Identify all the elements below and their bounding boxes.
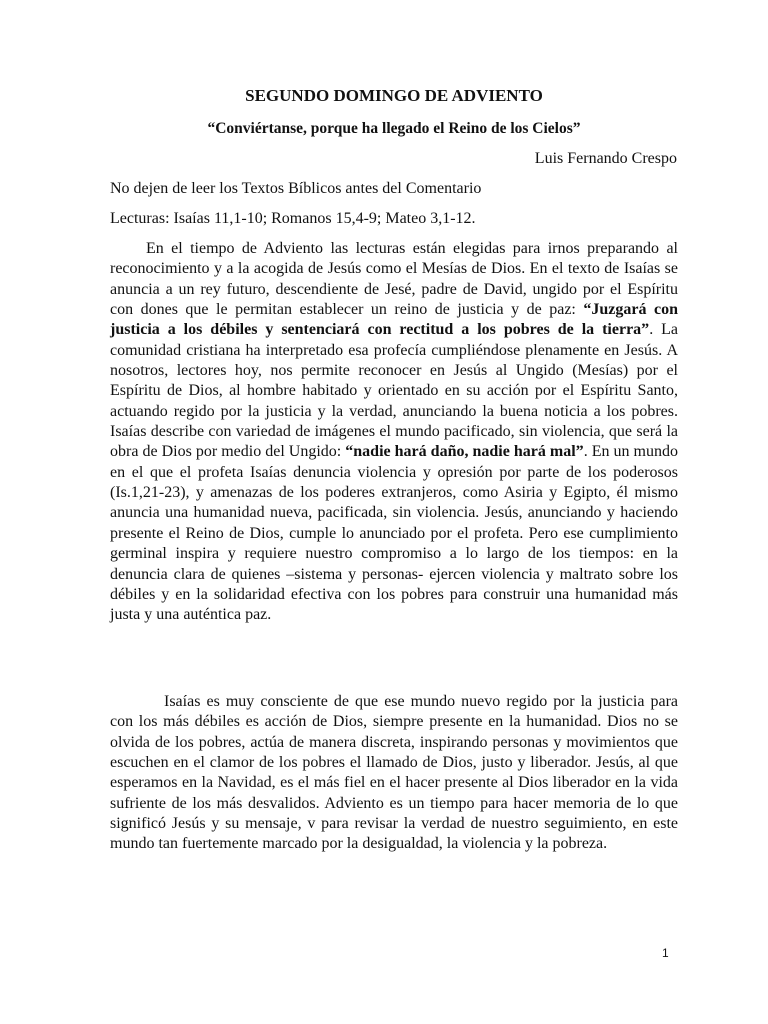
reading-note: No dejen de leer los Textos Bíblicos antes del Comentario: [110, 180, 482, 197]
readings-list: Lecturas: Isaías 11,1-10; Romanos 15,4-9; Mateo 3,1-12.: [110, 210, 476, 227]
isaiah-quote-justice: “Juzgará con justicia a los débiles y sentenciará con rectitud a los pobres de la tierra”: [110, 301, 678, 339]
paragraph-1-text-c: . En un mundo en el que el profeta Isaías denuncia violencia y opresión por parte de los poderosos (Is.1,21-23), y amenazas de los poderes extranjeros, como Asiria y Egipto, él mismo anuncia una humanidad nueva, pacificada, sin violencia. Jesús, anunciando y haciendo presente el Reino de Dios, cumple lo anunciado por el profeta. Pero ese cumplimiento germinal inspira y requiere nuestro compromiso a lo largo de los tiempos: en la denuncia clara de quienes –sistema y personas- ejercen violencia y maltrato sobre los débiles y en la solidaridad efectiva con los pobres para construir una humanidad más justa y una auténtica paz.: [110, 443, 678, 624]
paragraph-1-text-b: . La comunidad cristiana ha interpretado esa profecía cumpliéndose plenamente en Jesús. A nosotros, lectores hoy, nos permite reconocer en Jesús al Ungido (Mesías) por el Espíritu de Dios, al hombre habitado y orientado en su acción por el Espíritu Santo, actuando regido por la justicia y la verdad, anunciando la buena noticia a los pobres. Isaías describe con variedad de imágenes el mundo pacificado, sin violencia, que será la obra de Dios por medio del Ungido:: [110, 321, 679, 461]
document-title: SEGUNDO DOMINGO DE ADVIENTO: [245, 86, 543, 105]
paragraph-1-text-a: En el tiempo de Adviento las lecturas están elegidas para irnos preparando al reconocimiento y a la acogida de Jesús como el Mesías de Dios. En el texto de Isaías se anuncia a un rey futuro, descendiente de Jesé, padre de David, ungido por el Espíritu con dones que le permitan establecer un reino de justicia y de paz:: [110, 240, 678, 319]
paragraph-2: Isaías es muy consciente de que ese mundo nuevo regido por la justicia para con los más débiles es acción de Dios, siempre presente en la humanidad. Dios no se olvida de los pobres, actúa de manera discreta, inspirando personas y movimientos que escuchen en el clamor de los pobres el llamado de Dios, justo y liberador. Jesús, al que esperamos en la Navidad, es el más fiel en el hacer presente al Dios liberador en la vida sufriente de los más desvalidos. Adviento es un tiempo para hacer memoria de lo que significó Jesús y su mensaje, v para revisar la verdad de nuestro seguimiento, en este mundo tan fuertemente marcado por la desigualdad, la violencia y la pobreza.: [110, 693, 678, 853]
isaiah-quote-no-harm: “nadie hará daño, nadie hará mal”: [345, 443, 584, 461]
author-name: Luis Fernando Crespo: [534, 150, 677, 167]
document-subtitle: “Conviértanse, porque ha llegado el Reino de los Cielos”: [207, 120, 581, 137]
paragraph-1: [110, 239, 678, 626]
page-number: 1: [662, 946, 669, 960]
